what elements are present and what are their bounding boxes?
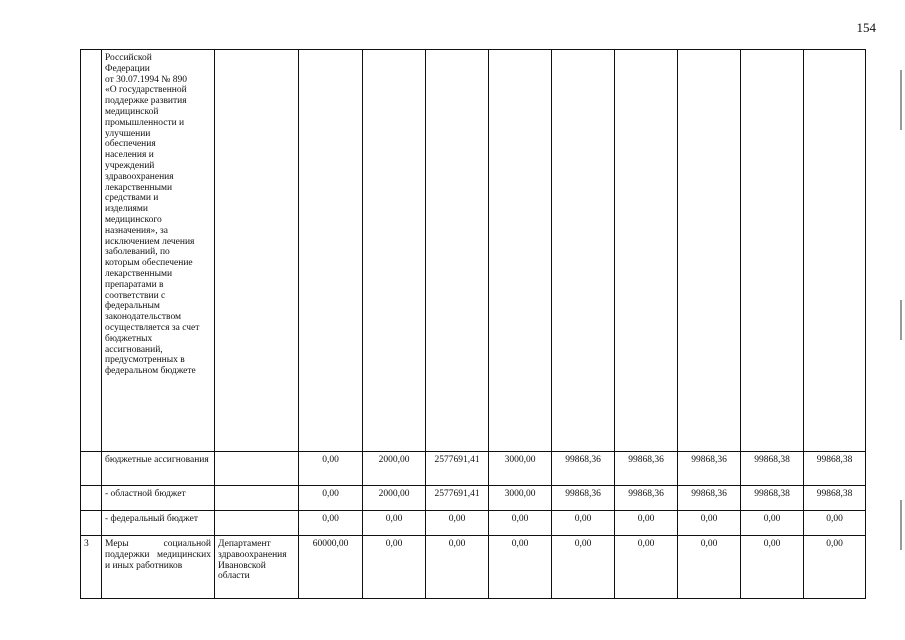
description-line: бюджетных xyxy=(105,333,153,344)
description-line: соответствии с xyxy=(105,290,166,301)
value-cell: 0,00 xyxy=(804,511,866,536)
description-line: медицинской xyxy=(105,106,159,117)
description-line: федеральным xyxy=(105,301,160,312)
value-cell: 99868,36 xyxy=(615,486,678,511)
description-line: медицинского xyxy=(105,214,162,225)
description-line: исключением лечения xyxy=(105,236,195,247)
row-label: бюджетные ассигнования xyxy=(102,452,215,486)
value-cell: 0,00 xyxy=(363,511,426,536)
description-line: от 30.07.1994 № 890 xyxy=(105,74,187,85)
value-cell: 2577691,41 xyxy=(426,486,489,511)
description-line: предусмотренных в xyxy=(105,355,185,366)
description-line: осуществляется за счет xyxy=(105,322,200,333)
number-cell xyxy=(81,50,102,452)
description-line: заболеваний, по xyxy=(105,247,170,258)
value-cell: 0,00 xyxy=(615,511,678,536)
value-cell: 0,00 xyxy=(552,536,615,599)
continuation-row xyxy=(81,50,866,452)
description-line: которым обеспечение xyxy=(105,258,193,269)
item-number: 3 xyxy=(81,536,102,599)
description-line: изделиями xyxy=(105,204,149,215)
value-cell: 0,00 xyxy=(741,511,804,536)
scan-edge-mark xyxy=(900,500,902,550)
value-cell: 99868,36 xyxy=(678,486,741,511)
description-line: населения и xyxy=(105,150,154,161)
description-line: препаратами в xyxy=(105,279,164,290)
item-label: Меры социальной поддержки медицинских и иных работников xyxy=(102,536,215,599)
row-label: - областной бюджет xyxy=(102,486,215,511)
description-line: Российской xyxy=(105,53,152,63)
value-cell: 0,00 xyxy=(299,511,363,536)
item-3-row xyxy=(81,536,866,599)
value-cell: 99868,36 xyxy=(615,452,678,486)
value-cell: 60000,00 xyxy=(299,536,363,599)
budget-row xyxy=(81,452,866,486)
value-cell: 99868,36 xyxy=(552,486,615,511)
executor-cell xyxy=(215,50,299,452)
value-cell: 99868,36 xyxy=(552,452,615,486)
description-line: средствами и xyxy=(105,193,159,204)
value-cell: 0,00 xyxy=(489,511,552,536)
value-cell: 99868,36 xyxy=(678,452,741,486)
description-line: законодательством xyxy=(105,312,182,323)
value-cell: 0,00 xyxy=(426,536,489,599)
page-number: 154 xyxy=(856,20,876,35)
scan-edge-mark xyxy=(900,300,902,340)
value-cell: 0,00 xyxy=(615,536,678,599)
scan-edge-mark xyxy=(900,70,902,130)
description-line: обеспечения xyxy=(105,139,156,150)
value-cell: 0,00 xyxy=(299,452,363,486)
budget-row xyxy=(81,486,866,511)
description-line: лекарственными xyxy=(105,268,173,279)
value-cell: 99868,38 xyxy=(804,452,866,486)
value-cell: 2000,00 xyxy=(363,452,426,486)
description-line: промышленности и xyxy=(105,117,185,128)
value-cell: 0,00 xyxy=(741,536,804,599)
value-cell: 0,00 xyxy=(426,511,489,536)
value-cell: 0,00 xyxy=(678,511,741,536)
value-cell: 0,00 xyxy=(489,536,552,599)
row-label: - федеральный бюджет xyxy=(102,511,215,536)
value-cell: 3000,00 xyxy=(489,486,552,511)
value-cell: 2577691,41 xyxy=(426,452,489,486)
description-line: федеральном бюджете xyxy=(105,366,196,377)
description-line: Федерации xyxy=(105,63,150,74)
description-line: лекарственными xyxy=(105,182,173,193)
description-line: ассигнований, xyxy=(105,344,163,355)
value-cell: 99868,38 xyxy=(741,452,804,486)
budget-row xyxy=(81,511,866,536)
description-line: улучшении xyxy=(105,128,151,139)
value-cell: 0,00 xyxy=(363,536,426,599)
value-cell: 0,00 xyxy=(678,536,741,599)
value-cell: 3000,00 xyxy=(489,452,552,486)
value-cell: 0,00 xyxy=(552,511,615,536)
value-cell: 99868,38 xyxy=(741,486,804,511)
description-line: учреждений xyxy=(105,160,155,171)
value-cell: 99868,38 xyxy=(804,486,866,511)
description-line: здравоохранения xyxy=(105,171,174,182)
value-cell: 2000,00 xyxy=(363,486,426,511)
budget-table xyxy=(80,49,866,599)
item-executor: Департамент здравоохранения Ивановской области xyxy=(215,536,299,599)
description-line: назначения», за xyxy=(105,225,168,236)
value-cell: 0,00 xyxy=(804,536,866,599)
description-cell xyxy=(102,50,215,452)
description-line: «О государственной xyxy=(105,85,187,96)
value-cell: 0,00 xyxy=(299,486,363,511)
description-line: поддержке развития xyxy=(105,96,187,107)
